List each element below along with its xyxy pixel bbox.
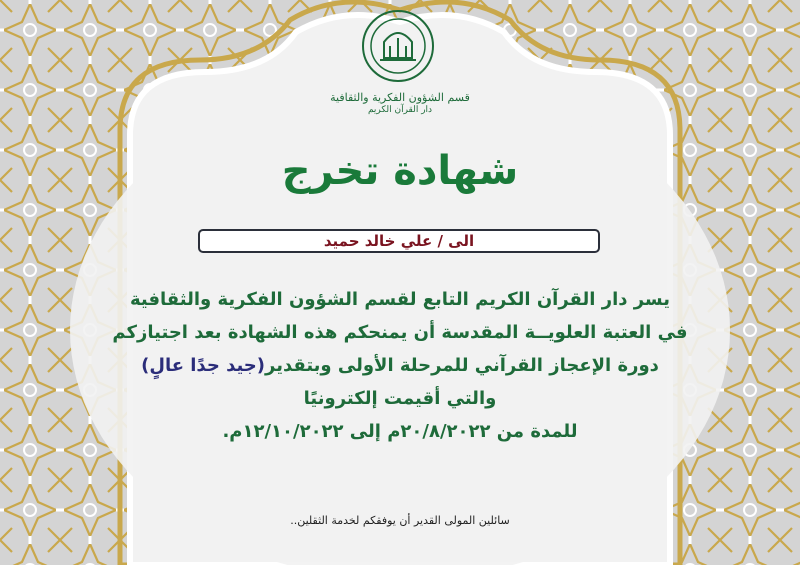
department-header (320, 92, 480, 115)
recipient-name: الى / علي خالد حميد (323, 232, 475, 250)
department-line-1: قسم الشؤون الفكرية والثقافية (330, 91, 470, 104)
shrine-seal-icon (360, 8, 436, 84)
body-line-1: يسر دار القرآن الكريم التابع لقسم الشؤون الفكرية والثقافية (129, 289, 671, 310)
certificate-title: شهادة تخرج (281, 148, 519, 194)
grade-text: (جيد جدًا عالٍ) (141, 355, 266, 376)
body-line-3-prefix: دورة الإعجاز القرآني للمرحلة الأولى وبتقدير (265, 355, 659, 376)
body-line-5: للمدة من ٢٠/٨/٢٠٢٢م إلى ١٢/١٠/٢٠٢٢م. (222, 421, 578, 442)
body-line-3 (80, 349, 720, 382)
department-line-2: دار القرآن الكريم (367, 104, 433, 115)
body-line-2: في العتبة العلويــة المقدسة أن يمنحكم هذه الشهادة بعد اجتيازكم (112, 322, 688, 343)
footer-blessing: سائلين المولى القدير أن يوفقكم لخدمة الثقلين.. (290, 514, 510, 527)
certificate-body (80, 283, 720, 448)
body-line-4: والتي أقيمت إلكترونيًا (303, 388, 497, 409)
recipient-name-box (198, 229, 600, 253)
